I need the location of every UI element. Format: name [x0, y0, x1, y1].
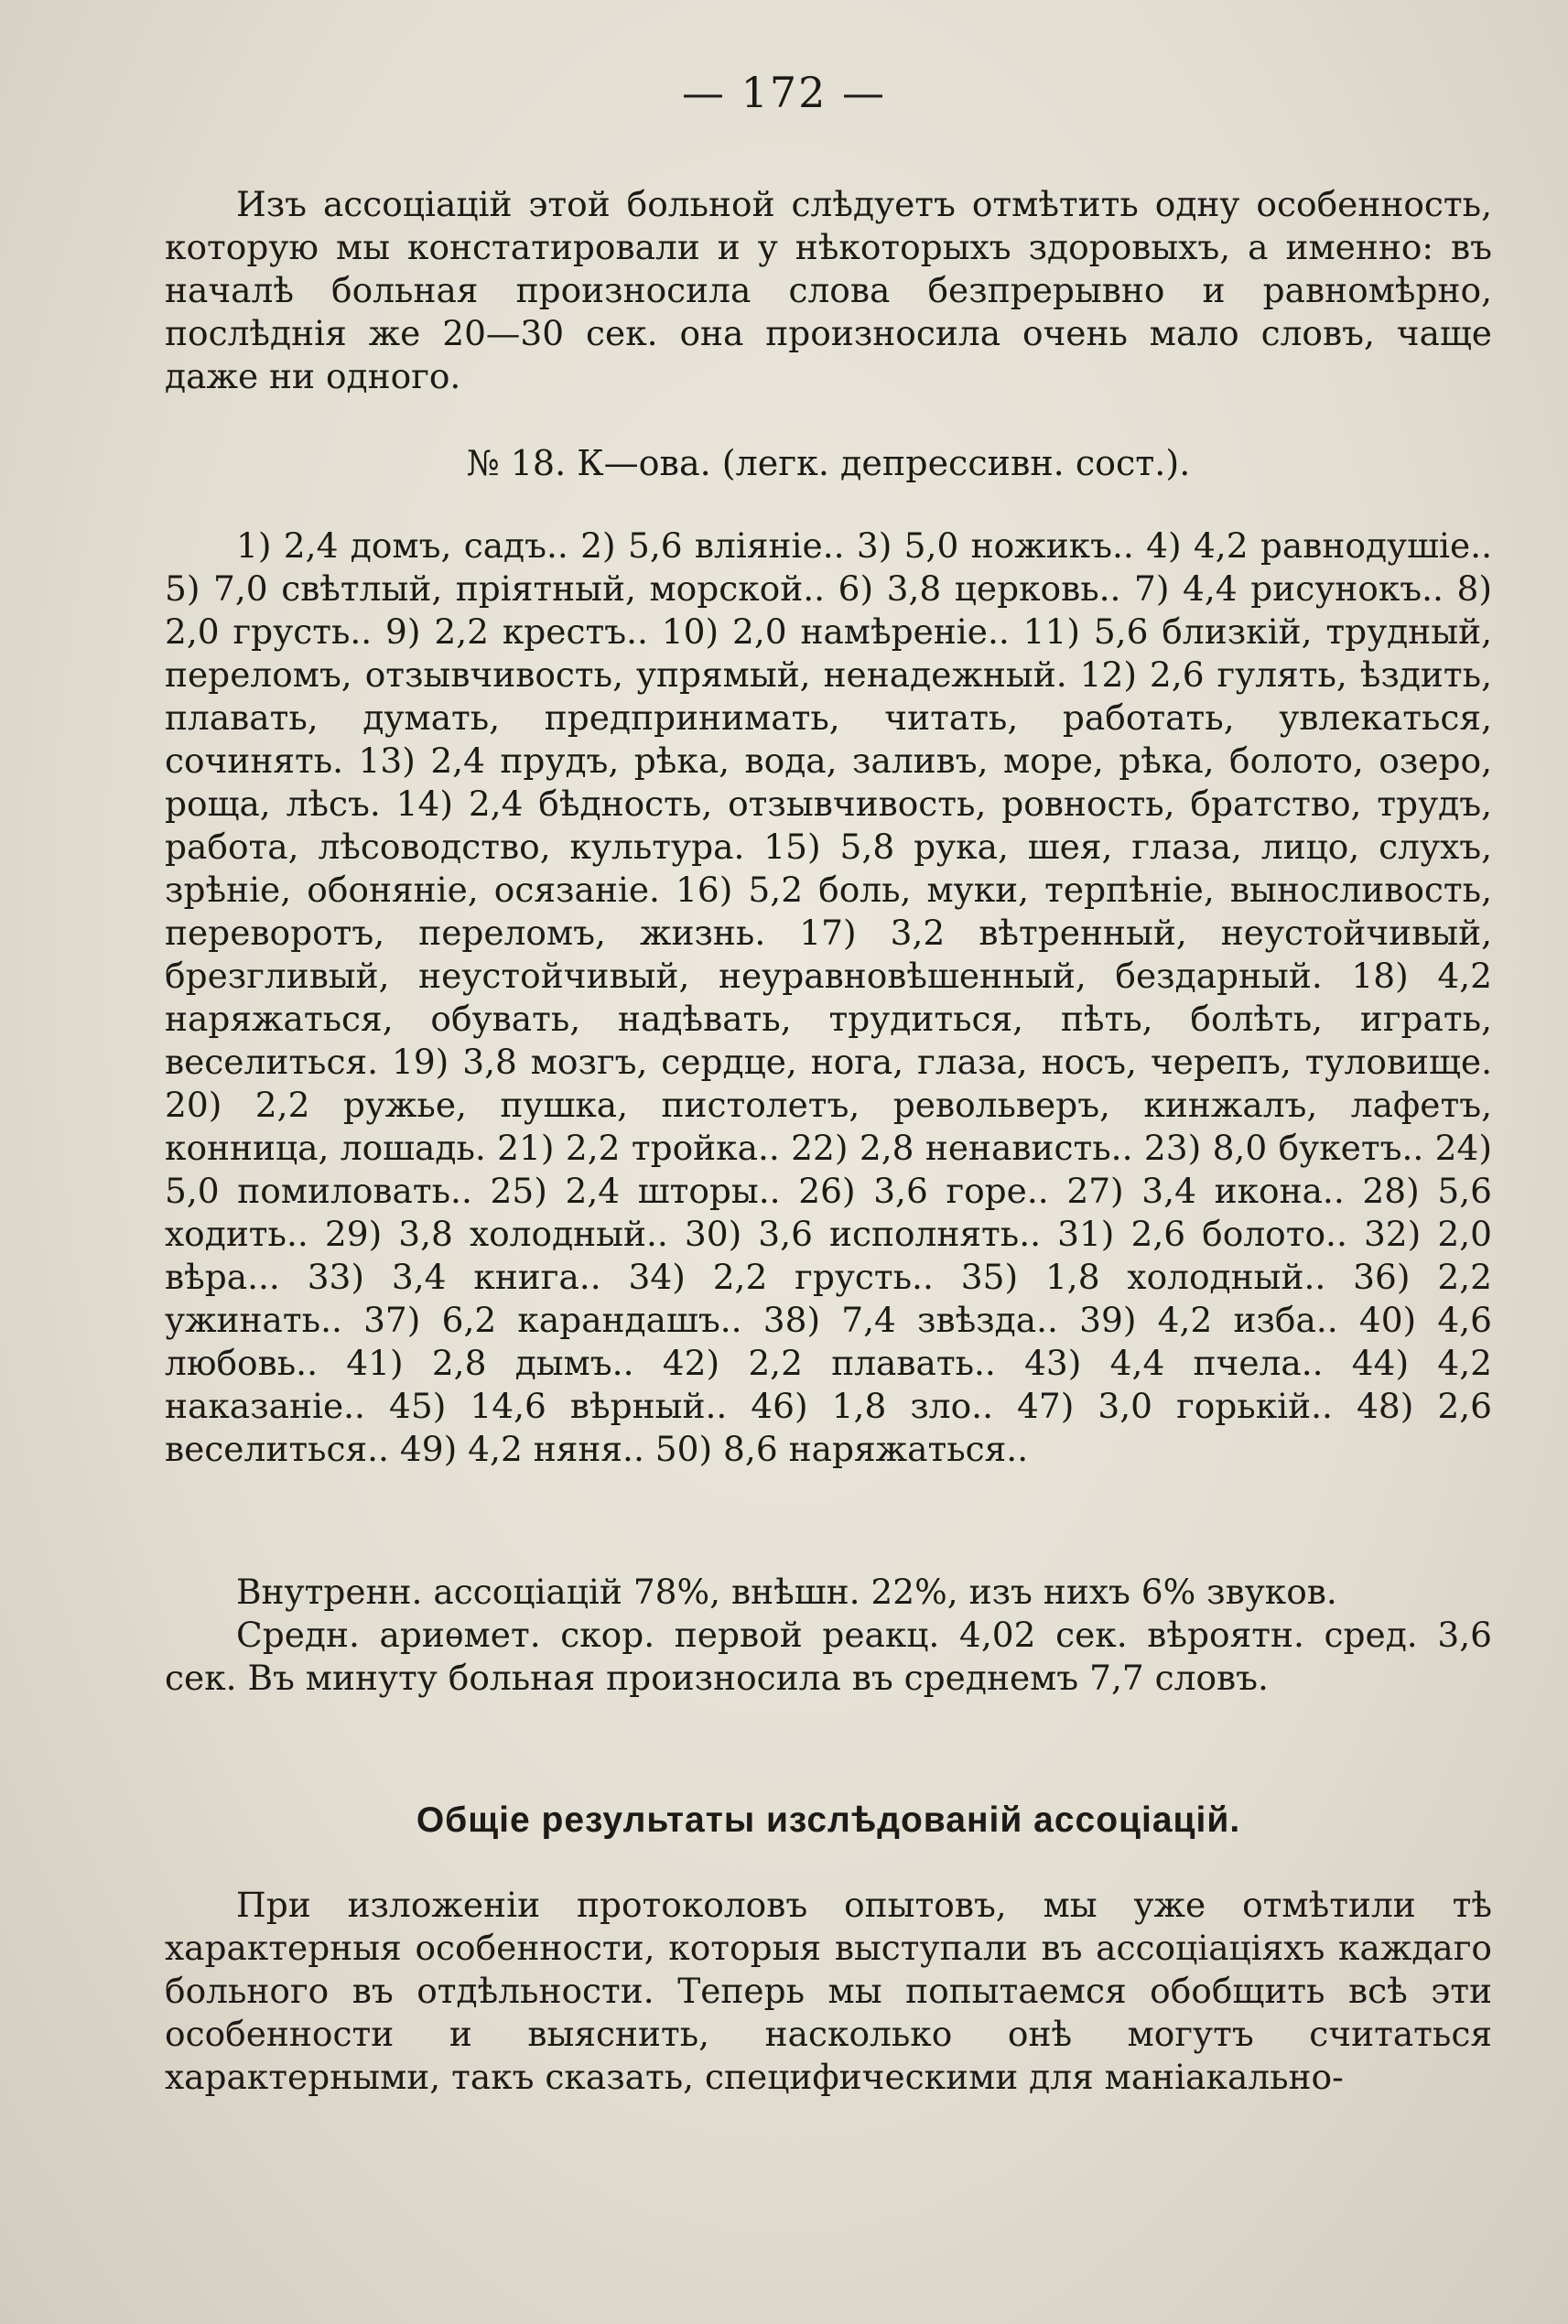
protocol-block: [165, 524, 1492, 1471]
page-number: — 172 —: [681, 68, 887, 117]
section-title: Общіе результаты изслѣдованій ассоціацій.: [416, 1800, 1241, 1840]
intro-paragraph: Изъ ассоціацій этой больной слѣдуетъ отмѣтить одну особенность, которую мы констатировали и у нѣкоторыхъ здоровыхъ, а именно: въ началѣ больная произносила слова безпрерывно и равномѣрно, послѣднія же 20—30 сек. она произносила очень мало словъ, чаще даже ни одного.: [165, 184, 1492, 396]
protocol-paragraph: 1) 2,4 домъ, садъ.. 2) 5,6 вліяніе.. 3) 5,0 ножикъ.. 4) 4,2 равнодушіе.. 5) 7,0 свѣтлый, пріятный, морской.. 6) 3,8 церковь.. 7) 4,4 рисунокъ.. 8) 2,0 грусть.. 9) 2,2 крестъ.. 10) 2,0 намѣреніе.. 11) 5,6 близкій, трудный, переломъ, отзывчивость, упрямый, ненадежный. 12) 2,6 гулять, ѣздить, плавать, думать, предпринимать, читать, работать, увлекаться, сочинять. 13) 2,4 прудъ, рѣка, вода, заливъ, море, рѣка, болото, озеро, роща, лѣсъ. 14) 2,4 бѣдность, отзывчивость, ровность, братство, трудъ, работа, лѣсоводство, культура. 15) 5,8 рука, шея, глаза, лицо, слухъ, зрѣніе, обоняніе, осязаніе. 16) 5,2 боль, муки, терпѣніе, выносливость, переворотъ, переломъ, жизнь. 17) 3,2 вѣтренный, неустойчивый, брезгливый, неустойчивый, неуравновѣшенный, бездарный. 18) 4,2 наряжаться, обувать, надѣвать, трудиться, пѣть, болѣть, играть, веселиться. 19) 3,8 мозгъ, сердце, нога, глаза, носъ, черепъ, туловище. 20) 2,2 ружье, пушка, пистолетъ, револьверъ, кинжалъ, лафетъ, конница, лошадь. 21) 2,2 тройка.. 22) 2,8 ненависть.. 23) 8,0 букетъ.. 24) 5,0 помиловать.. 25) 2,4 шторы.. 26) 3,6 горе.. 27) 3,4 икона.. 28) 5,6 ходить.. 29) 3,8 холодный.. 30) 3,6 исполнять.. 31) 2,6 болото.. 32) 2,0 вѣра... 33) 3,4 книга.. 34) 2,2 грусть.. 35) 1,8 холодный.. 36) 2,2 ужинать.. 37) 6,2 карандашъ.. 38) 7,4 звѣзда.. 39) 4,2 изба.. 40) 4,6 любовь.. 41) 2,8 дымъ.. 42) 2,2 плавать.. 43) 4,4 пчела.. 44) 4,2 наказаніе.. 45) 14,6 вѣрный.. 46) 1,8 зло.. 47) 3,0 горькій.. 48) 2,6 веселиться.. 49) 4,2 няня.. 50) 8,6 наряжаться..: [165, 525, 1492, 1469]
case-heading: № 18. К—ова. (легк. депрессивн. сост.).: [466, 443, 1191, 483]
summary-block: [165, 1571, 1492, 1700]
summary-paragraph-percentages: Внутренн. ассоціацій 78%, внѣшн. 22%, изъ нихъ 6% звуков.: [236, 1572, 1337, 1612]
conclusion-block: [165, 1884, 1492, 2099]
conclusion-paragraph: При изложеніи протоколовъ опытовъ, мы уже отмѣтили тѣ характерныя особенности, которыя выступали въ ассоціаціяхъ каждаго больного въ отдѣльности. Теперь мы попытаемся обобщить всѣ эти особенности и выяснить, насколько онѣ могутъ считаться характерными, такъ сказать, специфическими для маніакально-: [165, 1885, 1492, 2097]
intro-paragraph-block: [165, 183, 1492, 398]
summary-paragraph-reaction-speed: Средн. ариѳмет. скор. первой реакц. 4,02 сек. вѣроятн. сред. 3,6 сек. Въ минуту больная произносила въ среднемъ 7,7 словъ.: [165, 1615, 1492, 1698]
